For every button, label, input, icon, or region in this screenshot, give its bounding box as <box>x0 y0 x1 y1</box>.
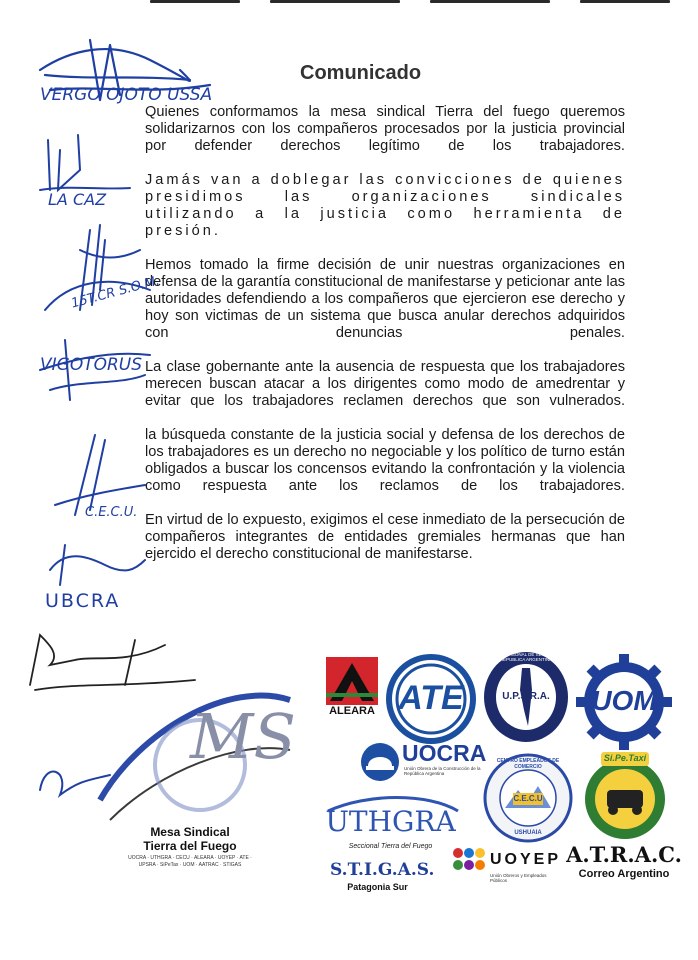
uoyep-subtitle: Unión Obreros y Empleados Públicos <box>490 873 547 883</box>
stigas-subtitle: Patagonia Sur <box>347 882 408 892</box>
scan-top-strip <box>150 0 670 4</box>
uocra-helmet-icon <box>360 742 400 782</box>
ate-name: ATE <box>398 679 464 717</box>
signature-2-text: LA CAZ <box>48 190 107 209</box>
signature-1-text: VERGO OJOTO USSA <box>40 85 213 105</box>
mesa-sindical-title-1: Mesa Sindical <box>150 825 230 839</box>
sipetaxi-emblem <box>583 752 668 842</box>
uocra-subtitle: Unión Obrera de la Construcción de la República Argentina <box>404 766 481 776</box>
signature-2 <box>30 130 150 220</box>
signature-5 <box>45 425 155 535</box>
mesa-sindical-letters: MS <box>190 700 296 773</box>
mesa-sindical-members-2: UPSRA · SiPeTax · UOM · AATRAC · STIGAS <box>138 862 242 868</box>
atrac-name: A.T.R.A.C. <box>566 842 682 867</box>
signature-4 <box>30 330 160 420</box>
signature-3 <box>30 220 170 340</box>
uocra-logo <box>360 740 485 785</box>
paragraph-2: Jamás van a doblegar las convicciones de quienes presidimos las organizaciones sindicales utilizando a la justicia como herramienta de presión. <box>145 172 625 239</box>
mesa-sindical-logo <box>80 670 310 885</box>
signature-1 <box>30 30 220 130</box>
uoyep-dots-icon <box>452 847 486 877</box>
uthgra-logo <box>308 795 473 855</box>
atrac-logo <box>565 842 683 887</box>
upsra-logo <box>482 650 570 745</box>
cecu-name: C.E.C.U <box>513 794 543 803</box>
uocra-name: UOCRA <box>402 740 487 766</box>
signature-6-text: UBCRA <box>45 590 121 612</box>
signature-4-text: VIGOTORUS <box>40 355 143 375</box>
uoyep-name: UOYEP <box>490 851 562 868</box>
paragraph-3: Hemos tomado la firme decisión de unir nuestras organizaciones en defensa de la garantía constitucional de manifestarse y peticionar ante las autoridades defendiendo a los compañeros que ejercieron ese derecho y hoy son victimas de un sistema que busca anular derechos adquiridos con denuncias penales. <box>145 257 625 341</box>
upsra-ring-text: UNION PERSONAL DE SEGURIDAD · REPUBLICA ARGENTINA <box>486 652 566 662</box>
signature-3-text: 15T.CR S.O.M. <box>69 273 162 312</box>
uthgra-subtitle: Seccional Tierra del Fuego <box>348 843 433 850</box>
uthgra-name: UTHGRA <box>325 805 456 838</box>
atrac-subtitle: Correo Argentino <box>578 868 670 880</box>
stigas-name: S.T.I.G.A.S. <box>330 860 435 880</box>
sipetaxi-name: Si.Pe.Taxi <box>603 753 647 763</box>
aleara-emblem <box>326 657 378 705</box>
aleara-logo <box>326 657 378 717</box>
paragraph-6: En virtud de lo expuesto, exigimos el cese inmediato de la persecución de compañeros integrantes de entidades gremiales hermanas que han ejercido el derecho constitucional de manifestarse. <box>145 512 625 562</box>
sipetaxi-logo <box>583 752 668 842</box>
paragraph-5: la búsqueda constante de la justicia social y defensa de los derechos de los trabajadores es un derecho no negociable y los político de turno están obligados a buscar los concensos evitando la confrontación y la violencia como respuesta ante los reclamos de los trabajadores. <box>145 427 625 494</box>
stigas-logo <box>330 860 435 900</box>
mesa-sindical-title-2: Tierra del Fuego <box>143 839 237 853</box>
document-body <box>145 104 625 580</box>
uom-name: UOM <box>591 685 657 716</box>
paragraph-1: Quienes conformamos la mesa sindical Tierra del fuego queremos solidarizarnos con los compañeros procesados por la justicia provincial por defender derechos legítimo de los trabajadores. <box>145 104 625 154</box>
cecu-ring-text: CENTRO EMPLEADOS DE COMERCIO <box>496 758 560 770</box>
cecu-city: USHUAIA <box>514 830 542 836</box>
signature-6 <box>35 540 155 625</box>
aleara-name: ALEARA <box>329 705 375 717</box>
paragraph-4: La clase gobernante ante la ausencia de respuesta que los trabajadores merecen buscan atacar a los dirigentes como modo de amedrentar y evitar que los trabajadores reclamen derechos que son vulnerados. <box>145 359 625 409</box>
ate-logo <box>386 654 476 744</box>
signature-5-text: C.E.C.U. <box>85 505 138 520</box>
cecu-logo <box>483 752 573 844</box>
uom-logo <box>574 652 674 752</box>
mesa-sindical-members-1: UOCRA · UTHGRA · CECU · ALEARA · UOYEP · ATE · <box>128 855 252 861</box>
uoyep-logo <box>452 845 562 890</box>
document-title: Comunicado <box>300 62 422 84</box>
upsra-name: U.P.S.R.A. <box>502 691 550 702</box>
